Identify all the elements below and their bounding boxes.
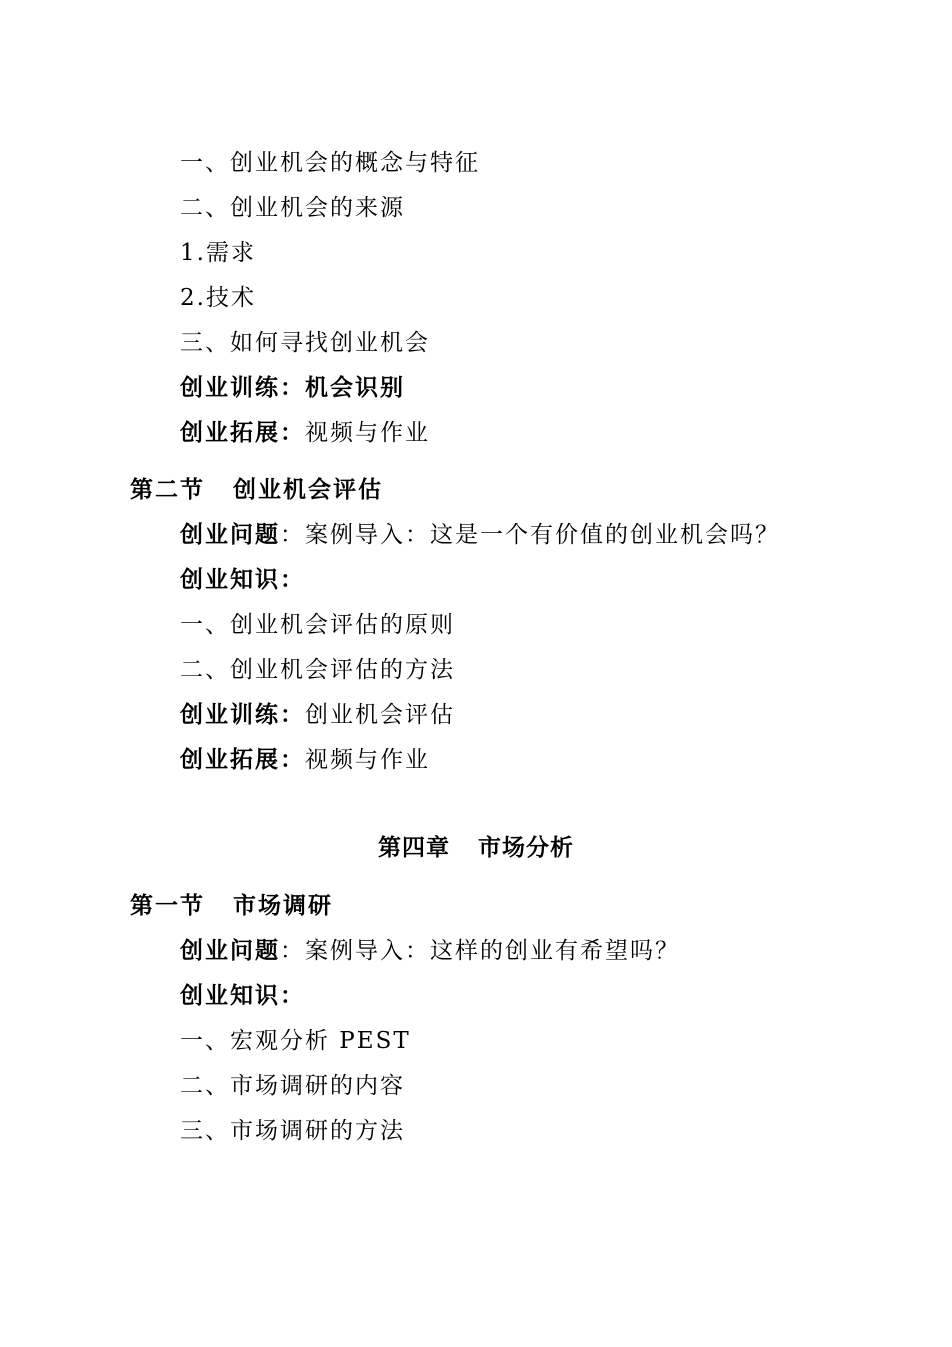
training-label: 创业训练： (180, 701, 305, 728)
section-number: 第二节 (130, 476, 205, 503)
chapter-heading (0, 833, 952, 863)
problem-line (180, 936, 680, 966)
extend-label: 创业拓展： (180, 419, 305, 446)
problem-label: 创业问题 (180, 937, 280, 964)
list-item: 三、如何寻找创业机会 (180, 330, 430, 356)
list-item: 一、宏观分析 PEST (180, 1028, 411, 1054)
chapter-title: 市场分析 (478, 835, 574, 861)
list-item: 1.需求 (180, 240, 256, 266)
list-item: 一、创业机会评估的原则 (180, 612, 455, 638)
training-line (180, 700, 455, 730)
extend-text: 视频与作业 (305, 747, 430, 773)
list-item: 2.技术 (180, 285, 256, 311)
section-title: 市场调研 (233, 892, 333, 919)
section-title: 创业机会评估 (233, 476, 383, 503)
knowledge-label: 创业知识： (180, 566, 305, 593)
training-line (180, 373, 405, 403)
list-item: 二、创业机会评估的方法 (180, 657, 455, 683)
list-item: 一、创业机会的概念与特征 (180, 150, 480, 176)
problem-text: ：案例导入：这样的创业有希望吗？ (280, 938, 680, 964)
problem-label: 创业问题 (180, 521, 280, 548)
problem-line (180, 520, 780, 550)
training-text: 机会识别 (305, 374, 405, 401)
list-item: 三、市场调研的方法 (180, 1118, 405, 1144)
extend-line (180, 418, 430, 448)
section-heading (130, 475, 383, 505)
list-item: 二、创业机会的来源 (180, 195, 405, 221)
section-number: 第一节 (130, 892, 205, 919)
extend-label: 创业拓展： (180, 746, 305, 773)
list-item: 二、市场调研的内容 (180, 1073, 405, 1099)
extend-line (180, 745, 430, 775)
knowledge-label: 创业知识： (180, 982, 305, 1009)
training-text: 创业机会评估 (305, 702, 455, 728)
training-label: 创业训练： (180, 374, 305, 401)
section-heading (130, 891, 333, 921)
extend-text: 视频与作业 (305, 420, 430, 446)
problem-text: ：案例导入：这是一个有价值的创业机会吗？ (280, 522, 780, 548)
chapter-number: 第四章 (378, 835, 450, 861)
